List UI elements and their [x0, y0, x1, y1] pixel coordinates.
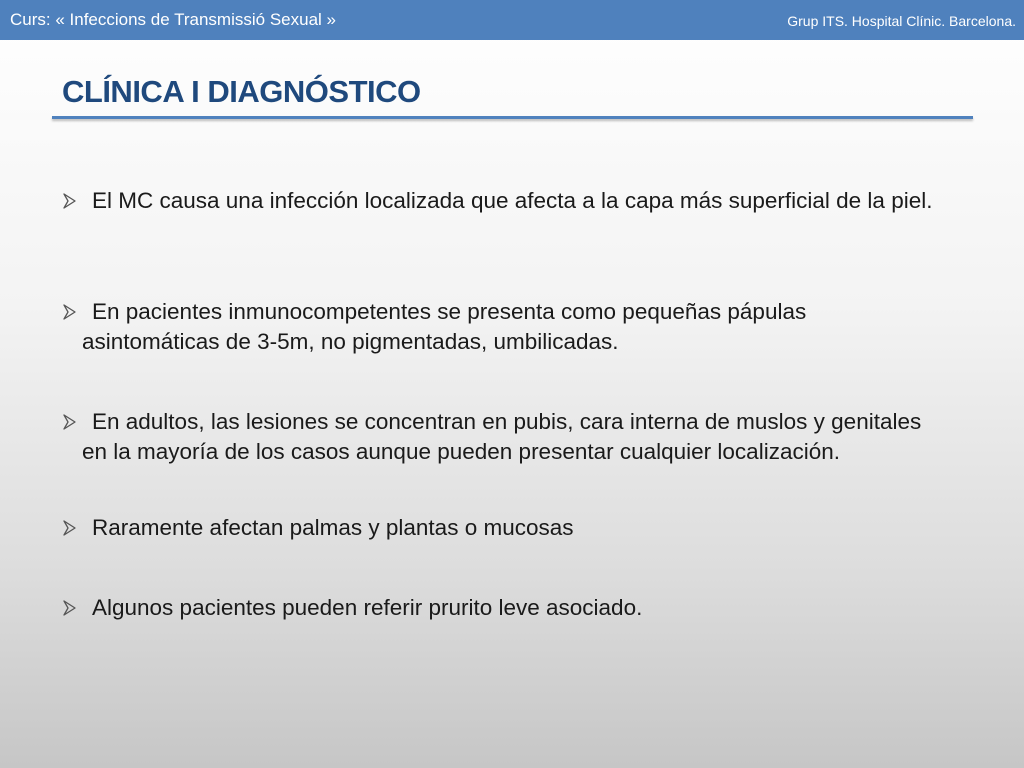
bullet-item	[62, 407, 942, 467]
bullet-text: Raramente afectan palmas y plantas o mucosas	[92, 515, 574, 540]
bullet-text: En pacientes inmunocompetentes se presenta como pequeñas pápulas asintomáticas de 3-5m, no pigmentadas, umbilicadas.	[82, 299, 807, 354]
slide-title: CLÍNICA I DIAGNÓSTICO	[62, 74, 421, 109]
title-divider	[52, 116, 973, 119]
bullet-text: El MC causa una infección localizada que afecta a la capa más superficial de la piel.	[92, 188, 933, 213]
course-title: Curs: « Infeccions de Transmissió Sexual »	[10, 10, 336, 29]
bullet-item	[62, 593, 942, 623]
bullet-item	[62, 513, 942, 543]
bullet-item	[62, 186, 942, 216]
arrowhead-outline-icon	[62, 593, 82, 623]
arrowhead-outline-icon	[62, 513, 82, 543]
bullet-text: Algunos pacientes pueden referir prurito leve asociado.	[92, 595, 643, 620]
bullet-item	[62, 297, 942, 357]
header-bar	[0, 0, 1024, 40]
arrowhead-outline-icon	[62, 407, 82, 437]
bullet-text: En adultos, las lesiones se concentran en pubis, cara interna de muslos y genitales en la mayoría de los casos aunque pueden presentar cualquier localización.	[82, 409, 922, 464]
arrowhead-outline-icon	[62, 297, 82, 327]
organization-label: Grup ITS. Hospital Clínic. Barcelona.	[787, 13, 1016, 29]
arrowhead-outline-icon	[62, 186, 82, 216]
